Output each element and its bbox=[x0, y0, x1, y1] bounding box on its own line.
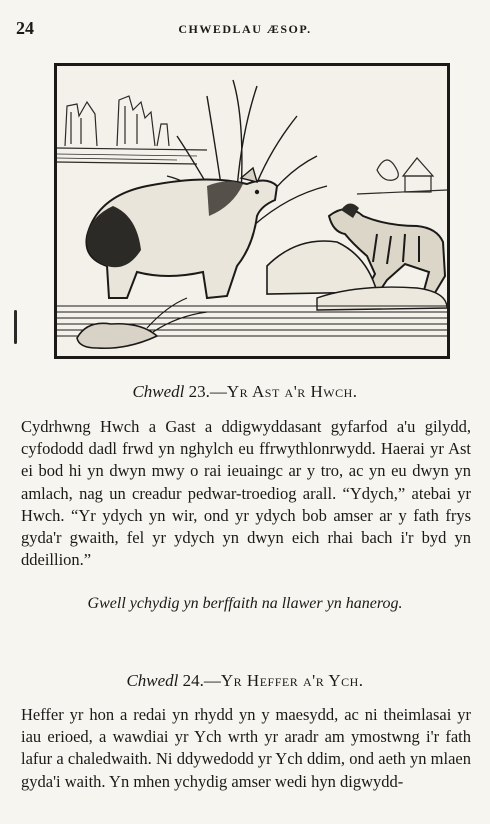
page-number: 24 bbox=[16, 18, 34, 38]
page-blemish bbox=[14, 310, 17, 344]
fable-23-number: 23.— bbox=[188, 382, 227, 401]
dog-and-pig-engraving-icon bbox=[57, 66, 447, 356]
fable-23-label: Chwedl bbox=[132, 382, 185, 401]
fable-24-label: Chwedl bbox=[126, 671, 179, 690]
fable-24-title: Yr Heffer a'r Ych. bbox=[220, 671, 364, 690]
fable-23-body: Cydrhwng Hwch a Gast a ddigwyddasant gyfarfod a'u gilydd, cyfododd dadl frwd yn nghylch eu ffrwythlonrwydd. Haerai yr Ast ei bod hi yn dwyn mwy o rai ieuaingc ar y tro, ac yn eu dwyn yn amlach, nag un creadur pedwar-troediog arall. “Ydych,” atebai yr Hwch. “Yr ydych yn wir, ond yr ydych bob amser ar y fath frys gyda'r gwaith, fel yr ydych yn dwyn eich rhai bach i'r byd yn ddeillion.” bbox=[21, 417, 471, 570]
fable-24-number: 24.— bbox=[182, 671, 221, 690]
illustration-plate bbox=[54, 63, 450, 359]
running-title: CHWEDLAU ÆSOP. bbox=[178, 22, 312, 36]
fable-24-heading bbox=[0, 671, 490, 691]
fable-23-moral: Gwell ychydig yn berffaith na llawer yn hanerog. bbox=[87, 595, 403, 612]
fable-23-title: Yr Ast a'r Hwch. bbox=[226, 382, 358, 401]
fable-23-heading bbox=[0, 382, 490, 402]
fable-24-body: Heffer yr hon a redai yn rhydd yn y maesydd, ac ni theimlasai yr iau erioed, a wawdiai yr Ych wrth yr aradr am ymostwng i'r fath lafur a chaledwaith. Ni ddywedodd yr Ych ddim, ond aeth yn mlaen gyda'i waith. Yn mhen ychydig amser wedi hyn digwydd- bbox=[21, 705, 471, 791]
